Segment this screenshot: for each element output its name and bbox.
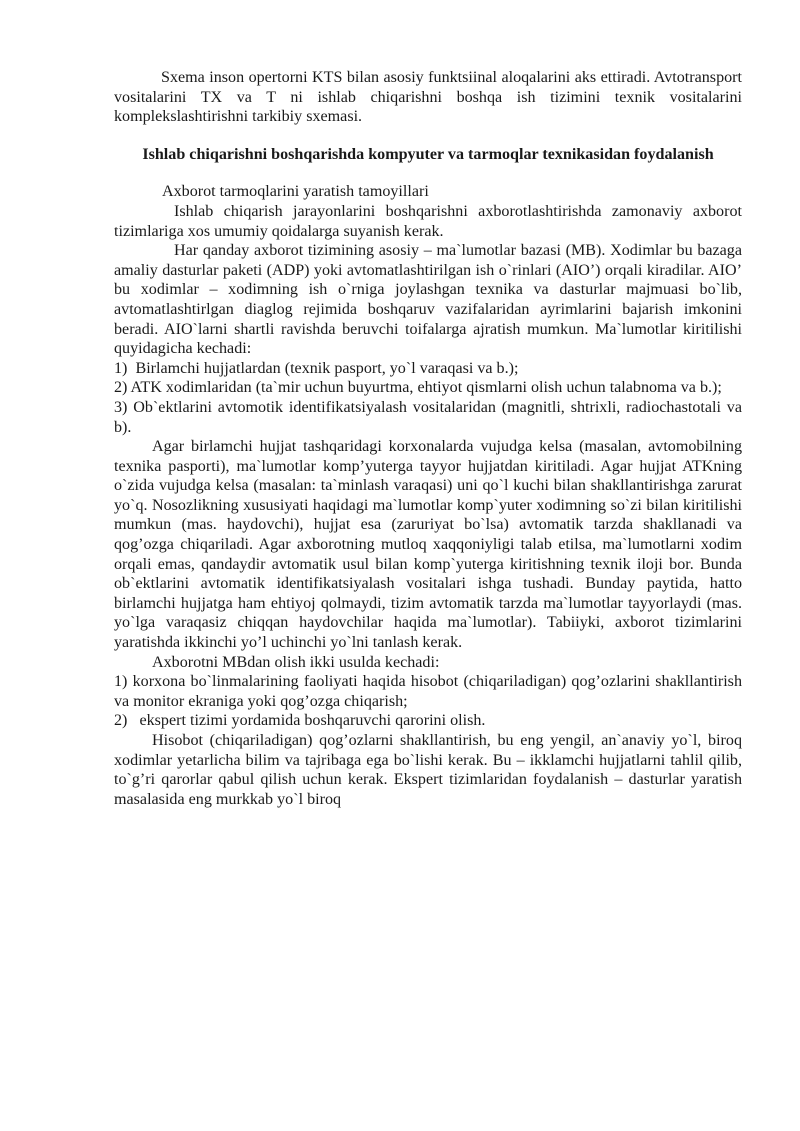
- document-page: [114, 68, 742, 809]
- list-item: 3) Ob`ektlarini avtomotik identifikatsiyalash vositalaridan (magnitli, shtrixli, radiochastotali va b).: [114, 398, 742, 436]
- paragraph-1: Ishlab chiqarish jarayonlarini boshqarishni axborotlashtirishda zamonaviy axborot tizimlariga xos umumiy qoidalarga suyanish kerak.: [114, 202, 742, 240]
- list-item: 2) ekspert tizimi yordamida boshqaruvchi qarorini olish.: [114, 712, 486, 730]
- intro-paragraph: Sxema inson opertorni KTS bilan asosiy funktsiinal aloqalarini aks ettiradi. Avtotransport vositalarini TX va T ni ishlab chiqarishni boshqa ish tizimini texnik vositalarini komplekslashtirishni tarkibiy sxemasi.: [114, 69, 742, 126]
- paragraph-2: Har qanday axborot tizimining asosiy – ma`lumotlar bazasi (MB). Xodimlar bu bazaga amaliy dasturlar paketi (ADP) yoki avtomatlashtirilgan ish o`rinlari (AIO’) orqali kiradilar. AIO’ bu xodimlar – xodimning ish o`rniga joylashgan texnika va dasturlar majmuasi bo`lib, avtomatlashtirlgan diaglog rejimida boshqaruv vazifalaridan ayrimlarini bajarish imkonini beradi. AIO`larni shartli ravishda beruvchi toifalarga ajratish mumkun. Ma`lumotlar kiritilishi quyidagicha kechadi:: [114, 242, 742, 358]
- list-item: 1) korxona bo`linmalarining faoliyati haqida hisobot (chiqariladigan) qog’ozlarini shakllantirish va monitor ekraniga yoki qog’ozga chiqarish;: [114, 673, 742, 710]
- paragraph-3: Agar birlamchi hujjat tashqaridagi korxonalarda vujudga kelsa (masalan, avtomobilning texnika pasporti), ma`lumotlar komp’yuterga tayyor hujjatdan kiritiladi. Agar hujjat ATKning o`zida vujudga kelsa (masalan: ta`minlash varaqasi) uni qo`l kuchi bilan shakllantirishga zarurat yo`q. Nosozlikning xususiyati haqidagi ma`lumotlar komp`yuter xodimning so`zi bilan kiritilishi mumkun (mas. haydovchi), hujjat esa (zaruriyat bo`lsa) avtomatik tarzda shakllanadi va qog’ozga chiqariladi. Agar axborotning mutloq xaqqoniyligi talab etilsa, ma`lumotlarni xodim orqali emas, qandaydir avtomatik usul bilan komp`yuterga kiritishning texnik iloji bor. Bunda ob`ektlarini avtomatik identifikatsiyalash vositalari ishga tushadi. Bunday paytida, hatto birlamchi hujjatga ham ehtiyoj qolmaydi, tizim avtomatik tarzda ma`lumotlar tayyorlaydi (mas. yo`lga varaqasiz chiqqan haydovchilar haqida ma`lumotlar). Tabiiyki, axborot tizimlarini yaratishda ikkinchi yo’l uchinchi yo`lni tanlash kerak.: [114, 438, 742, 652]
- section-heading: Ishlab chiqarishni boshqarishda kompyuter va tarmoqlar texnikasidan foydalanish: [142, 145, 714, 163]
- list-item: 1) Birlamchi hujjatlardan (texnik pasport, yo`l varaqasi va b.);: [114, 359, 519, 377]
- subsection-heading: Axborot tarmoqlarini yaratish tamoyillari: [162, 183, 429, 201]
- paragraph-4: Axborotni MBdan olish ikki usulda kechadi:: [152, 653, 440, 671]
- list-item: 2) ATK xodimlaridan (ta`mir uchun buyurtma, ehtiyot qismlarni olish uchun talabnoma va b.);: [114, 379, 722, 397]
- paragraph-5: Hisobot (chiqariladigan) qog’ozlarni shakllantirish, bu eng yengil, an`anaviy yo`l, biroq xodimlar yetarlicha bilim va tajribaga ega bo`lishi kerak. Bu – ikklamchi hujjatlarni tahlil qilib, to`g’ri qarorlar qabul qilish uchun kerak. Ekspert tizimlaridan foydalanish – dasturlar yaratish masalasida eng murkkab yo`l biroq: [114, 732, 742, 808]
